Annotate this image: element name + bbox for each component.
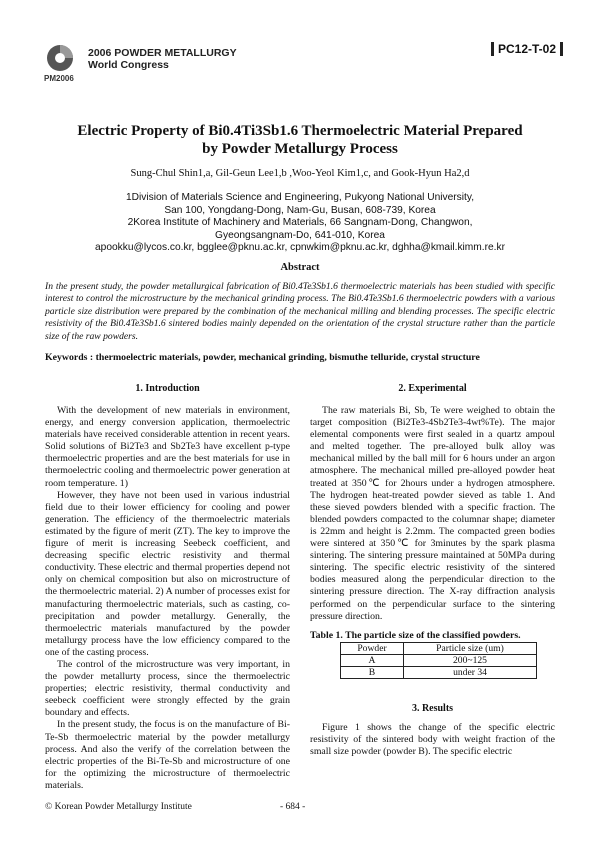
introduction-body: [45, 405, 290, 792]
paragraph: The control of the microstructure was very important, in the powder metallurty process, since the thermoelectric properties; electric resistivity, thermal conductivity and seebeck coefficient were strongly effected by the grain boundary and effects.: [45, 658, 290, 719]
results-body: [310, 722, 555, 758]
logo-text: PM2006: [44, 74, 74, 83]
abstract-heading: Abstract: [280, 262, 320, 273]
paper-title: [40, 122, 560, 158]
table-cell: under 34: [404, 667, 537, 679]
copyright-notice: © Korean Powder Metallurgy Institute: [45, 802, 192, 812]
paragraph: The raw materials Bi, Sb, Te were weighed to obtain the target composition (Bi2Te3-4Sb2Te3-4wt%Te). The major elemental components were first sealed in a quartz ampoul and melted together. The pre-alloyed bulk alloy was mechanical milled by the ball mill for 6 hours under an argon atmosphere. The mechanical milled pre-alloyed powder heat treated at 350℃ for 2hours under a hydrogen atmosphere. The hydrogen heat-treated powder sieved as table 1. And these sieved powders blended with a specific fraction. The blended powders compacted to the columnar shape; diameter is 22mm and height is 2.2mm. The compacted green bodies were sintered at 350℃ for 3minutes by the spark plasma sintering. The sintering pressure maintained at 50MPa during sintering. The specific electric resistivity of the sintered bodies measured along the perpendicular direction to the sintering pressure direction. The X-ray diffraction analysis performed on the perpendicular surface to the sintering pressure direction.: [310, 405, 555, 622]
section-heading-experimental: 2. Experimental: [398, 383, 467, 394]
table-header-cell: Powder: [341, 643, 404, 655]
title-line-2: by Powder Metallurgy Process: [202, 141, 398, 157]
congress-name: [88, 47, 237, 71]
congress-line-1: 2006 POWDER METALLURGY: [88, 47, 237, 59]
section-heading-results: 3. Results: [411, 703, 454, 714]
affiliation-line: 2Korea Institute of Machinery and Materials, 66 Sangnam-Dong, Changwon,: [127, 217, 473, 229]
paragraph: Figure 1 shows the change of the specific electric resistivity of the sintered body with weight fraction of the small size powder (powder B). The specific electric: [310, 722, 555, 758]
page-number: - 684 -: [280, 802, 306, 812]
paragraph: However, they have not been used in various industrial field due to their lower efficiency for cooling and power generation. The efficiency of the thermoelectric materials estimated by the figure of merit (ZT). The key to improve the figure of merit is increasing Seebeck coefficient, and decreasing specific electric resistivity and thermal conductivity. These electric and thermal properties depend not only on chemical composition but also on microstructure of the thermoelectric material. 2) A number of processes exist for manufacturing thermoelectric materials, such as casting, co-precipitation and powder metallurgy. Generally, the thermoelectric materials manufactured by the powder metallurgy process have the low efficiency compared to the one of the casting process.: [45, 489, 290, 658]
paper-code: PC12-T-02: [491, 42, 563, 56]
section-heading-introduction: 1. Introduction: [135, 383, 200, 394]
paragraph: In the present study, the focus is on the manufacture of Bi-Te-Sb thermoelectric material by the powder metallurgy process. And also the verify of the correlation between the electric properties of the Bi-Te-Sb and microstructure of one for the optimizing the microstructure of thermoelectric materials.: [45, 719, 290, 791]
table-cell: 200~125: [404, 655, 537, 667]
affiliation-line: 1Division of Materials Science and Engineering, Pukyong National University,: [125, 192, 475, 203]
keywords: Keywords : thermoelectric materials, powder, mechanical grinding, bismuthe telluride, crystal structure: [45, 352, 480, 363]
paragraph: With the development of new materials in environment, energy, and energy conversion application, thermoelectric materials have received considerable attention in recent years. Solid solutions of Bi2Te3 and Sb2Te3 have excellent p-type thermoelectric properties and are the best materials for use in thermoelectric cooling and thermoelectric power generation at room temperature. 1): [45, 405, 290, 489]
congress-line-2: World Congress: [88, 59, 169, 71]
table-cell: B: [341, 667, 404, 679]
table-header-cell: Particle size (um): [404, 643, 537, 655]
experimental-body: [310, 405, 555, 623]
table-row: [341, 667, 537, 679]
table-header-row: [341, 643, 537, 655]
table-row: [341, 655, 537, 667]
abstract-text: In the present study, the powder metallurgical fabrication of Bi0.4Te3Sb1.6 thermoelectric materials has been studied with specific interest to control the microstructure by the mechanical grinding process. The Bi0.4Te3Sb1.6 thermoelectric powders with a various particle size distribution were prepared by the combination of the mechanical milling and blending processes. The specific electric resistivity of the Bi0.4Te3Sb1.6 sintered bodies mainly depended on the orientation of the crystal structure rather than the particle size of the raw powders.: [45, 281, 555, 342]
table-cell: A: [341, 655, 404, 667]
affiliation-line: San 100, Yongdang-Dong, Nam-Gu, Busan, 608-739, Korea: [164, 204, 436, 216]
author-list: Sung-Chul Shin1,a, Gil-Geun Lee1,b ,Woo-Yeol Kim1,c, and Gook-Hyun Ha2,d: [130, 168, 470, 179]
title-line-1: Electric Property of Bi0.4Ti3Sb1.6 Thermoelectric Material Prepared: [77, 123, 523, 139]
affiliation-line: Gyeongsangnam-Do, 641-010, Korea: [215, 229, 385, 241]
email-line: apookku@lycos.co.kr, bgglee@pknu.ac.kr, cpnwkim@pknu.ac.kr, dghha@kmail.kimm.re.kr: [95, 242, 505, 254]
affiliations: [40, 192, 560, 255]
particle-size-table: [340, 642, 537, 679]
table-caption: Table 1. The particle size of the classified powders.: [310, 630, 521, 641]
